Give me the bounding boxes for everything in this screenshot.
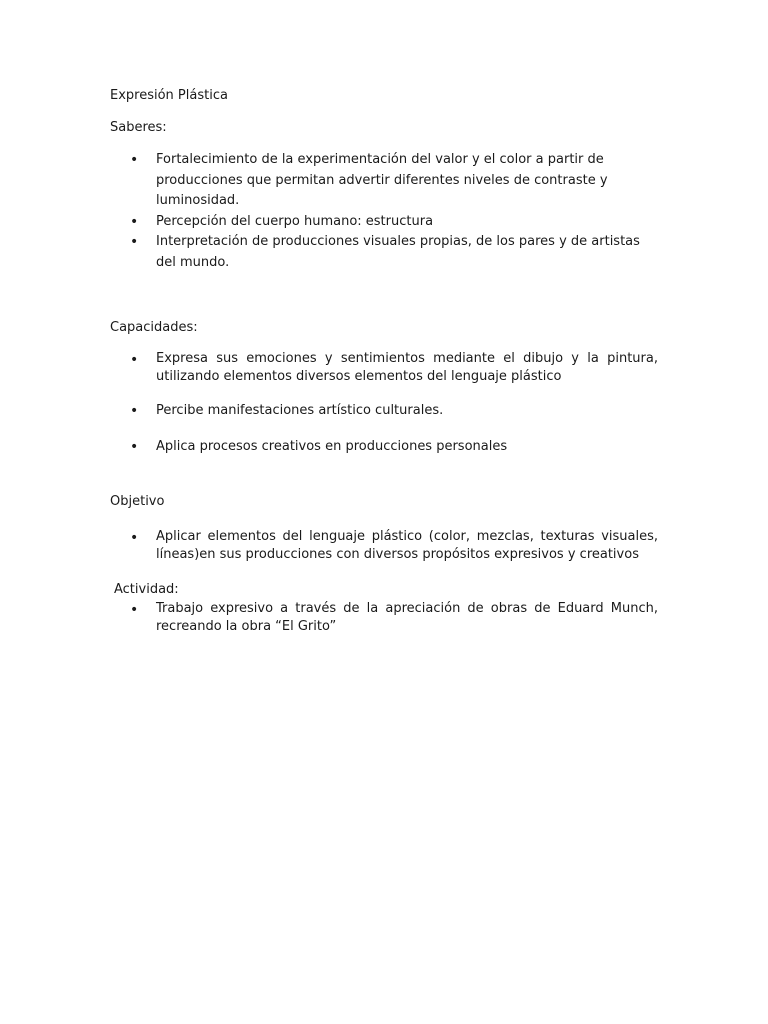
saberes-heading: Saberes: bbox=[110, 120, 167, 135]
list-item bbox=[110, 212, 658, 233]
bullet-icon: • bbox=[130, 530, 139, 546]
bullet-icon: • bbox=[130, 234, 139, 250]
actividad-list bbox=[110, 600, 658, 636]
list-item-text: Aplicar elementos del lenguaje plástico (color, mezclas, texturas visuales, líneas)en sus producciones con diversos propósitos expresivos y creativos bbox=[156, 529, 658, 562]
capacidades-heading: Capacidades: bbox=[110, 320, 198, 335]
list-item-text: Expresa sus emociones y sentimientos mediante el dibujo y la pintura, utilizando elementos diversos elementos del lenguaje plástico bbox=[156, 351, 658, 384]
saberes-list bbox=[110, 150, 658, 273]
bullet-icon: • bbox=[130, 152, 139, 168]
list-item-text: Percibe manifestaciones artístico culturales. bbox=[156, 403, 444, 418]
objetivo-list bbox=[110, 528, 658, 564]
bullet-icon: • bbox=[130, 213, 139, 230]
document-title: Expresión Plástica bbox=[110, 88, 228, 103]
list-item bbox=[110, 232, 658, 273]
list-item bbox=[110, 350, 658, 386]
bullet-icon: • bbox=[130, 438, 139, 455]
list-item-text: Interpretación de producciones visuales propias, de los pares y de artistas del mundo. bbox=[156, 234, 640, 270]
list-item bbox=[110, 600, 658, 636]
list-item-text: Trabajo expresivo a través de la apreciación de obras de Eduard Munch, recreando la obra “El Grito” bbox=[156, 601, 658, 634]
list-item bbox=[110, 150, 658, 212]
capacidades-list bbox=[110, 350, 658, 457]
list-item bbox=[110, 401, 658, 422]
list-item-text: Percepción del cuerpo humano: estructura bbox=[156, 213, 434, 229]
objetivo-heading: Objetivo bbox=[110, 494, 165, 509]
bullet-icon: • bbox=[130, 352, 139, 368]
bullet-icon: • bbox=[130, 602, 139, 618]
list-item bbox=[110, 528, 658, 564]
list-item-text: Fortalecimiento de la experimentación del valor y el color a partir de producciones que permitan advertir diferentes niveles de contraste y luminosidad. bbox=[156, 152, 608, 208]
actividad-heading: Actividad: bbox=[114, 582, 179, 597]
bullet-icon: • bbox=[130, 403, 139, 419]
list-item-text: Aplica procesos creativos en producciones personales bbox=[156, 438, 508, 454]
list-item bbox=[110, 437, 658, 458]
